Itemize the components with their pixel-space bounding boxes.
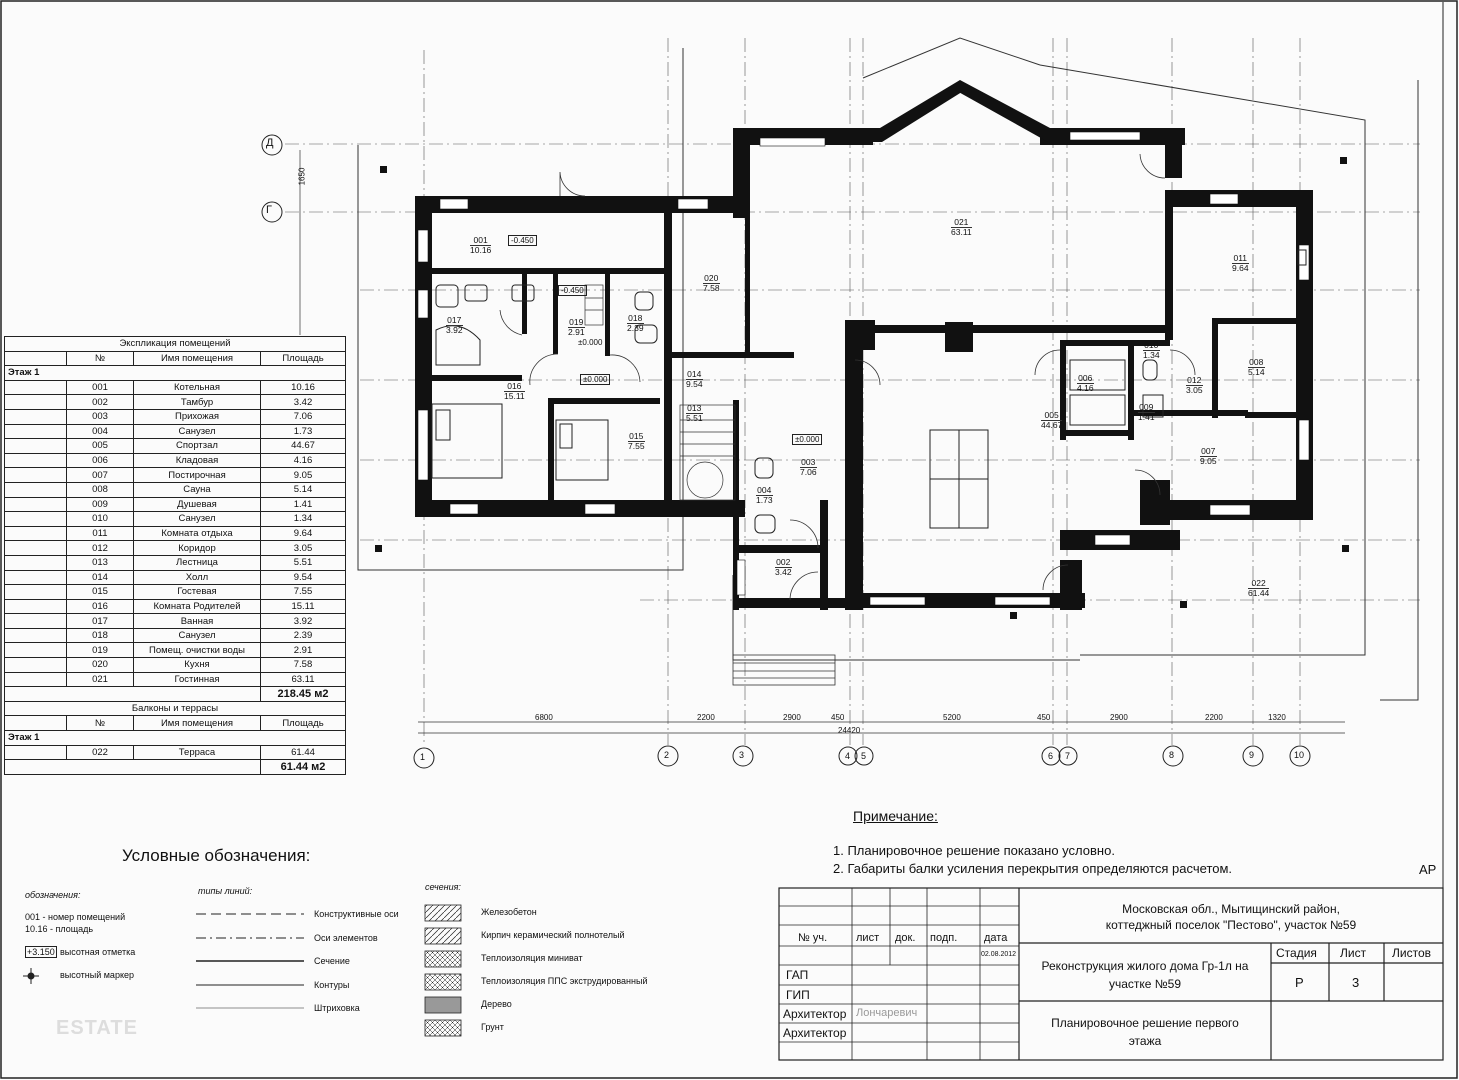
dim-3: 2900	[783, 713, 801, 722]
room-number: 005	[1041, 411, 1062, 421]
row-area: 2.39	[261, 628, 346, 643]
room-area: 1.41	[1138, 412, 1155, 422]
note-line-1: 1. Планировочное решение показано условно.	[833, 843, 1115, 858]
row-no: 006	[67, 453, 134, 468]
row-name: Санузел	[134, 628, 261, 643]
room-label	[686, 404, 703, 423]
balconies-title: Балконы и террасы	[5, 701, 346, 716]
row-area: 7.06	[261, 409, 346, 424]
note-title: Примечание:	[853, 808, 938, 824]
stamp-sheet: 3	[1352, 975, 1360, 990]
note-line-2: 2. Габариты балки усиления перекрытия определяются расчетом.	[833, 861, 1233, 876]
room-number: 006	[1078, 373, 1093, 383]
room-area: 5.51	[686, 413, 703, 423]
row-name: Терраса	[134, 745, 261, 760]
row-area: 63.11	[261, 672, 346, 687]
row-area: 5.14	[261, 482, 346, 497]
stamp-stage: Р	[1295, 975, 1304, 990]
walls	[415, 80, 1313, 610]
row-name: Комната отдыха	[134, 526, 261, 541]
floor-label: Этаж 1	[5, 731, 346, 746]
stamp-sheets-h: Листов	[1392, 946, 1431, 960]
room-number: 022	[1248, 579, 1269, 589]
room-number: 002	[776, 557, 791, 567]
row-area: 4.16	[261, 453, 346, 468]
col-area: Площадь	[261, 351, 346, 366]
room-number: 012	[1187, 375, 1202, 385]
watermark-text: ESTATE	[56, 1017, 138, 1039]
col-name: Имя помещения	[134, 716, 261, 731]
legend-elev-box: +3.150	[27, 947, 55, 957]
room-area: 44.67	[1041, 420, 1063, 430]
room-area: 2.39	[627, 323, 644, 333]
row-name: Санузел	[134, 512, 261, 527]
row-area: 9.64	[261, 526, 346, 541]
legend-line-samples	[196, 914, 304, 1008]
room-number: 001	[470, 236, 491, 246]
room-number: 011	[1233, 253, 1248, 263]
legend-section-label: Железобетон	[481, 907, 537, 917]
row-no: 003	[67, 409, 134, 424]
room-label	[1186, 376, 1203, 395]
room-label	[1248, 579, 1269, 598]
room-label	[470, 236, 491, 255]
row-no: 021	[67, 672, 134, 687]
stamp-project-2: участке №59	[1108, 977, 1182, 991]
room-area: 9.54	[686, 379, 703, 389]
room-label	[686, 370, 703, 389]
row-no: 017	[67, 614, 134, 629]
row-no: 005	[67, 439, 134, 454]
row-area: 5.51	[261, 555, 346, 570]
elev-mark: ±0.000	[578, 338, 603, 347]
row-name: Тамбур	[134, 395, 261, 410]
row-name: Комната Родителей	[134, 599, 261, 614]
room-label	[703, 274, 720, 293]
row-no: 016	[67, 599, 134, 614]
row-no: 012	[67, 541, 134, 556]
axis-num-5: 5	[861, 751, 867, 761]
stamp-address-2: коттеджный поселок "Пестово", участок №59	[1105, 918, 1357, 932]
dim-left: 1650	[297, 167, 307, 186]
room-area: 10.16	[470, 245, 492, 255]
col-no: №	[67, 716, 134, 731]
row-area: 2.91	[261, 643, 346, 658]
row-area: 1.41	[261, 497, 346, 512]
row-no: 015	[67, 585, 134, 600]
stamp-title-2: этажа	[1128, 1034, 1162, 1048]
axis-num-8: 8	[1169, 750, 1175, 760]
row-name: Ванная	[134, 614, 261, 629]
room-label	[1143, 341, 1160, 360]
row-name: Душевая	[134, 497, 261, 512]
legend-section-samples	[425, 905, 461, 1036]
legend-line-label: Сечение	[314, 956, 350, 966]
room-label	[1138, 403, 1155, 422]
legend-line-label: Контуры	[314, 980, 350, 990]
row-name: Гостевая	[134, 585, 261, 600]
stamp-col-list: лист	[856, 932, 880, 944]
stamp-stage-h: Стадия	[1276, 946, 1317, 960]
stamp-arch-1-name: Лончаревич	[856, 1007, 918, 1019]
axis-num-2: 2	[664, 750, 670, 760]
row-name: Кладовая	[134, 453, 261, 468]
row-name: Постирочная	[134, 468, 261, 483]
stamp-col-date: дата	[984, 932, 1008, 944]
col-name: Имя помещения	[134, 351, 261, 366]
row-no: 008	[67, 482, 134, 497]
row-name: Лестница	[134, 555, 261, 570]
room-number: 019	[569, 317, 584, 327]
stamp-project-1: Реконструкция жилого дома Гр-1л на	[1041, 959, 1249, 973]
legend-section-label: Грунт	[481, 1022, 504, 1032]
room-number: 007	[1201, 446, 1216, 456]
axis-num-9: 9	[1249, 750, 1255, 760]
axis-num-10: 10	[1294, 750, 1305, 760]
row-area: 9.54	[261, 570, 346, 585]
elev-mark: -0.450	[508, 235, 537, 246]
room-label	[568, 318, 585, 337]
explication-table	[4, 336, 346, 775]
room-number: 016	[504, 382, 525, 392]
row-no: 013	[67, 555, 134, 570]
col-no: №	[67, 351, 134, 366]
legend-section-label: Теплоизоляция миниват	[481, 953, 583, 963]
dim-7: 2900	[1110, 713, 1128, 722]
room-number: 020	[704, 273, 719, 283]
room-area: 9.64	[1232, 263, 1249, 273]
room-label	[446, 316, 463, 335]
room-label	[628, 432, 645, 451]
floor-label: Этаж 1	[5, 366, 346, 381]
room-number: 018	[628, 313, 643, 323]
room-area: 15.11	[504, 391, 525, 401]
legend-item: высотный маркер	[60, 970, 134, 980]
row-area: 61.44	[261, 745, 346, 760]
row-area: 15.11	[261, 599, 346, 614]
row-no: 002	[67, 395, 134, 410]
dim-total: 24420	[838, 726, 861, 735]
room-label	[1200, 447, 1217, 466]
stamp-gap: ГАП	[786, 968, 809, 982]
row-area: 44.67	[261, 439, 346, 454]
axis-num-1: 1	[420, 752, 426, 762]
room-number: 004	[757, 485, 772, 495]
stamp-col-no: № уч.	[798, 932, 828, 944]
row-no: 004	[67, 424, 134, 439]
room-area: 2.91	[568, 327, 585, 337]
legend-item: высотная отметка	[60, 947, 136, 957]
dim-6: 450	[1037, 713, 1051, 722]
room-label	[775, 558, 792, 577]
dim-4: 450	[831, 713, 845, 722]
elev-mark: ±0.000	[580, 374, 610, 385]
axis-label-g: Г	[266, 204, 272, 216]
room-area: 63.11	[951, 227, 972, 237]
room-number: 009	[1139, 402, 1154, 412]
axis-num-7: 7	[1065, 751, 1071, 761]
row-name: Спортзал	[134, 439, 261, 454]
room-label	[1232, 254, 1249, 273]
axis-label-d: Д	[266, 137, 274, 149]
legend-col3-head: сечения:	[425, 882, 461, 892]
room-label	[800, 458, 817, 477]
stamp-arch-2: Архитектор	[783, 1026, 847, 1040]
row-area: 10.16	[261, 380, 346, 395]
row-no: 019	[67, 643, 134, 658]
room-area: 3.42	[775, 567, 792, 577]
row-area: 7.55	[261, 585, 346, 600]
legend-col2-head: типы линий:	[198, 886, 253, 896]
row-no: 011	[67, 526, 134, 541]
stamp-gip: ГИП	[786, 988, 810, 1002]
stamp-sheet-h: Лист	[1340, 946, 1367, 960]
elev-mark: -0.450	[558, 285, 587, 296]
room-area: 3.92	[446, 325, 463, 335]
row-area: 9.05	[261, 468, 346, 483]
room-area: 7.06	[800, 467, 817, 477]
room-area: 1.73	[756, 495, 773, 505]
room-label	[627, 314, 644, 333]
row-name: Санузел	[134, 424, 261, 439]
row-name: Коридор	[134, 541, 261, 556]
room-label	[1077, 374, 1094, 393]
room-number: 013	[687, 403, 702, 413]
stamp-date: 02.08.2012	[981, 951, 1017, 958]
room-label	[951, 218, 972, 237]
room-number: 015	[629, 431, 644, 441]
explication-title: Экспликация помещений	[5, 337, 346, 352]
legend-item: 001 - номер помещений	[25, 912, 126, 922]
row-no: 007	[67, 468, 134, 483]
legend-title: Условные обозначения:	[122, 846, 311, 865]
room-area: 7.55	[628, 441, 645, 451]
stamp-arch-1: Архитектор	[783, 1007, 847, 1021]
room-label	[504, 382, 525, 401]
room-number: 003	[801, 457, 816, 467]
height-marker-icon	[23, 968, 39, 984]
room-number: 021	[951, 218, 972, 228]
row-area: 3.42	[261, 395, 346, 410]
axis-num-6: 6	[1048, 751, 1054, 761]
row-name: Помещ. очистки воды	[134, 643, 261, 658]
room-area: 4.16	[1077, 383, 1094, 393]
row-name: Котельная	[134, 380, 261, 395]
row-name: Кухня	[134, 658, 261, 673]
col-area: Площадь	[261, 716, 346, 731]
room-number: 008	[1249, 357, 1264, 367]
dim-1: 6800	[535, 713, 553, 722]
row-name: Гостинная	[134, 672, 261, 687]
axis-num-4: 4	[845, 751, 851, 761]
row-no: 018	[67, 628, 134, 643]
legend-item: 10.16 - площадь	[25, 924, 94, 934]
row-no: 009	[67, 497, 134, 512]
stamp-col-sign: подп.	[930, 932, 958, 944]
legend-col1-head: обозначения:	[25, 890, 81, 900]
legend-line-label: Штриховка	[314, 1003, 360, 1013]
row-no: 010	[67, 512, 134, 527]
row-name: Прихожая	[134, 409, 261, 424]
row-name: Сауна	[134, 482, 261, 497]
room-area: 1.34	[1143, 350, 1160, 360]
stamp-col-doc: док.	[895, 932, 916, 944]
legend-section-label: Дерево	[481, 999, 512, 1009]
legend-line-label: Оси элементов	[314, 933, 378, 943]
row-name: Холл	[134, 570, 261, 585]
room-label	[1041, 411, 1062, 430]
total-area: 218.45 м2	[261, 687, 346, 702]
room-number: 010	[1144, 340, 1159, 350]
dimension-lines	[300, 150, 1345, 733]
row-no: 014	[67, 570, 134, 585]
stamp-title-1: Планировочное решение первого	[1051, 1016, 1239, 1030]
row-no: 022	[67, 745, 134, 760]
row-area: 7.58	[261, 658, 346, 673]
legend-line-label: Конструктивные оси	[314, 909, 399, 919]
room-number: 014	[687, 369, 702, 379]
row-no: 001	[67, 380, 134, 395]
balconies-total: 61.44 м2	[261, 760, 346, 775]
dim-5: 5200	[943, 713, 961, 722]
stamp-ap: АР	[1419, 862, 1437, 877]
dim-8: 2200	[1205, 713, 1223, 722]
axis-num-3: 3	[739, 750, 745, 760]
room-area: 9.05	[1200, 456, 1217, 466]
row-area: 1.34	[261, 512, 346, 527]
row-no: 020	[67, 658, 134, 673]
stamp-address-1: Московская обл., Мытищинский район,	[1122, 902, 1340, 916]
legend-section-label: Теплоизоляция ППС экструдированный	[481, 976, 648, 986]
legend-section-label: Кирпич керамический полнотелый	[481, 930, 625, 940]
room-number: 017	[447, 315, 462, 325]
room-label	[1248, 358, 1265, 377]
row-area: 3.05	[261, 541, 346, 556]
room-area: 5.14	[1248, 367, 1265, 377]
elev-mark: ±0.000	[792, 434, 822, 445]
room-label	[756, 486, 773, 505]
row-area: 3.92	[261, 614, 346, 629]
room-area: 3.05	[1186, 385, 1203, 395]
room-area: 7.58	[703, 283, 720, 293]
dim-9: 1320	[1268, 713, 1286, 722]
dim-2: 2200	[697, 713, 715, 722]
row-area: 1.73	[261, 424, 346, 439]
room-area: 61.44	[1248, 588, 1270, 598]
